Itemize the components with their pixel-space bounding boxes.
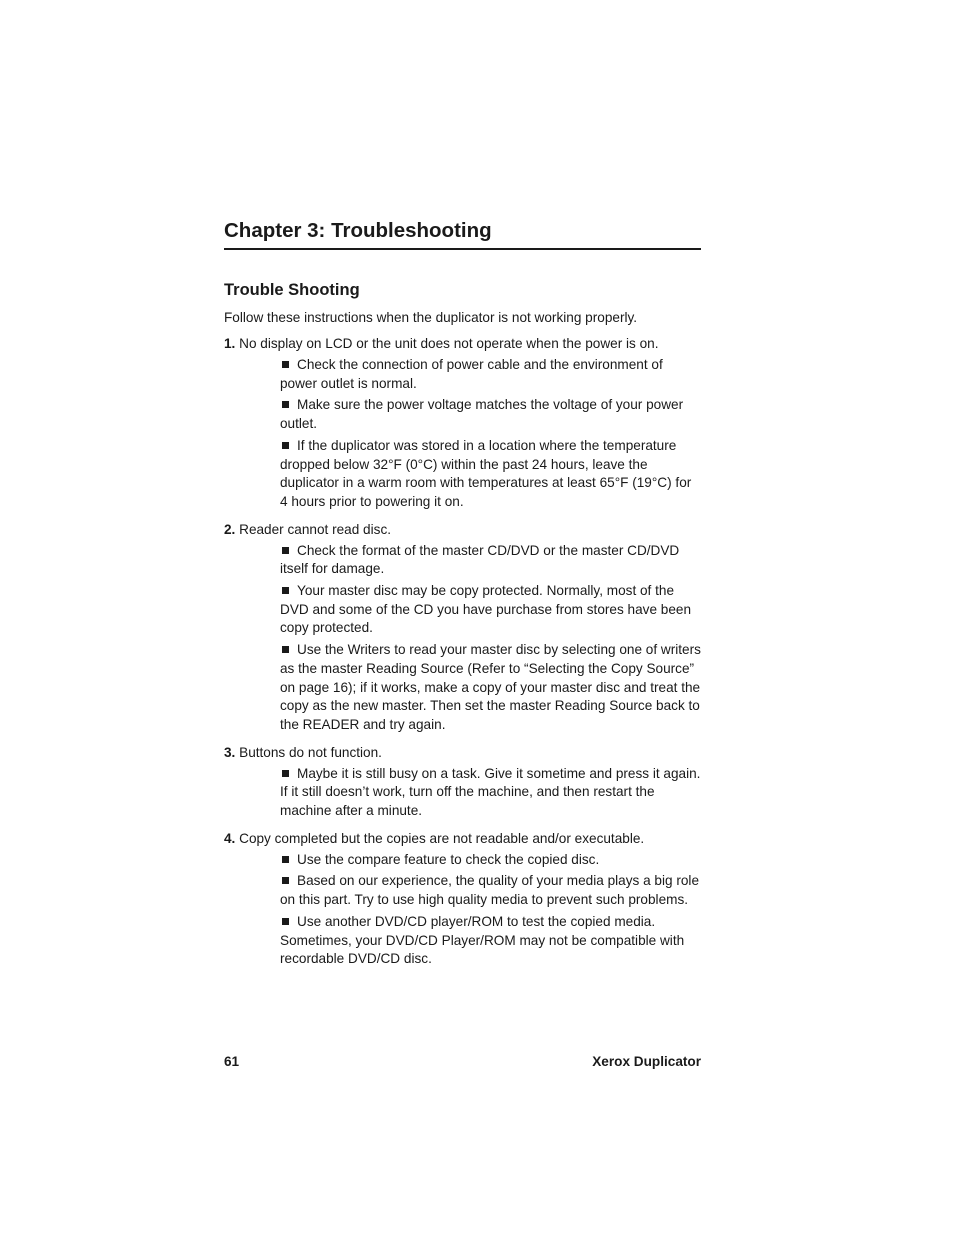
- page-footer: [224, 1052, 701, 1071]
- square-bullet-icon: [282, 442, 289, 449]
- section-title: Trouble Shooting: [224, 281, 360, 299]
- troubleshooting-item: [224, 520, 701, 735]
- solution-list: [280, 851, 701, 969]
- solution-text: Make sure the power voltage matches the voltage of your power outlet.: [280, 397, 684, 432]
- solution-text: Use another DVD/CD player/ROM to test the copied media. Sometimes, your DVD/CD Player/ROM may not be compatible with recordable DVD/CD disc.: [280, 913, 685, 967]
- footer-product-name: Xerox Duplicator: [592, 1054, 701, 1069]
- solution-text: If the duplicator was stored in a location where the temperature dropped below 32°F (0°C) within the past 24 hours, leave the duplicator in a warm room with temperatures at least 65°F (19°C) for 4 hours prior to powering it on.: [280, 437, 692, 509]
- chapter-title: Chapter 3: Troubleshooting: [224, 216, 701, 250]
- square-bullet-icon: [282, 918, 289, 925]
- solution-text: Based on our experience, the quality of your media plays a big role on this part. Try to use high quality media to prevent such problems.: [280, 873, 700, 908]
- square-bullet-icon: [282, 856, 289, 863]
- solution-list: [280, 356, 701, 512]
- item-number: 1.: [224, 336, 236, 351]
- intro-text: Follow these instructions when the duplicator is not working properly.: [224, 310, 638, 325]
- page-number: 61: [224, 1054, 240, 1069]
- solution-text: Check the connection of power cable and the environment of power outlet is normal.: [280, 357, 663, 391]
- item-problem: No display on LCD or the unit does not operate when the power is on.: [239, 336, 659, 351]
- item-problem: Copy completed but the copies are not readable and/or executable.: [239, 830, 645, 846]
- solution-text: Use the Writers to read your master disc by selecting one of writers as the master Reading Source (Refer to “Selecting the Copy Source” on page 16); if it works, make a copy of your master disc and treat the copy as the new master. Then set the master Reading Source back to the READER and try again.: [280, 642, 701, 732]
- item-problem: Buttons do not function.: [239, 744, 382, 760]
- item-number: 3.: [224, 744, 236, 760]
- solution-list: [280, 542, 701, 735]
- item-problem: Reader cannot read disc.: [239, 521, 392, 537]
- solution-text: Your master disc may be copy protected. Normally, most of the DVD and some of the CD you have purchase from stores have been copy protected.: [280, 583, 692, 636]
- item-number: 2.: [224, 521, 236, 537]
- solution-text: Use the compare feature to check the copied disc.: [297, 851, 600, 867]
- square-bullet-icon: [282, 547, 289, 554]
- square-bullet-icon: [282, 770, 289, 777]
- troubleshooting-item: [224, 829, 701, 969]
- page-content: [224, 278, 701, 977]
- square-bullet-icon: [282, 587, 289, 594]
- troubleshooting-item: [224, 334, 701, 512]
- square-bullet-icon: [282, 401, 289, 408]
- square-bullet-icon: [282, 361, 289, 368]
- solution-list: [280, 765, 701, 821]
- solution-text: Maybe it is still busy on a task. Give it sometime and press it again. If it still doesn’t work, turn off the machine, and then restart the machine after a minute.: [280, 765, 701, 819]
- square-bullet-icon: [282, 646, 289, 653]
- square-bullet-icon: [282, 877, 289, 884]
- solution-text: Check the format of the master CD/DVD or the master CD/DVD itself for damage.: [280, 542, 680, 577]
- item-number: 4.: [224, 830, 236, 846]
- troubleshooting-item: [224, 743, 701, 821]
